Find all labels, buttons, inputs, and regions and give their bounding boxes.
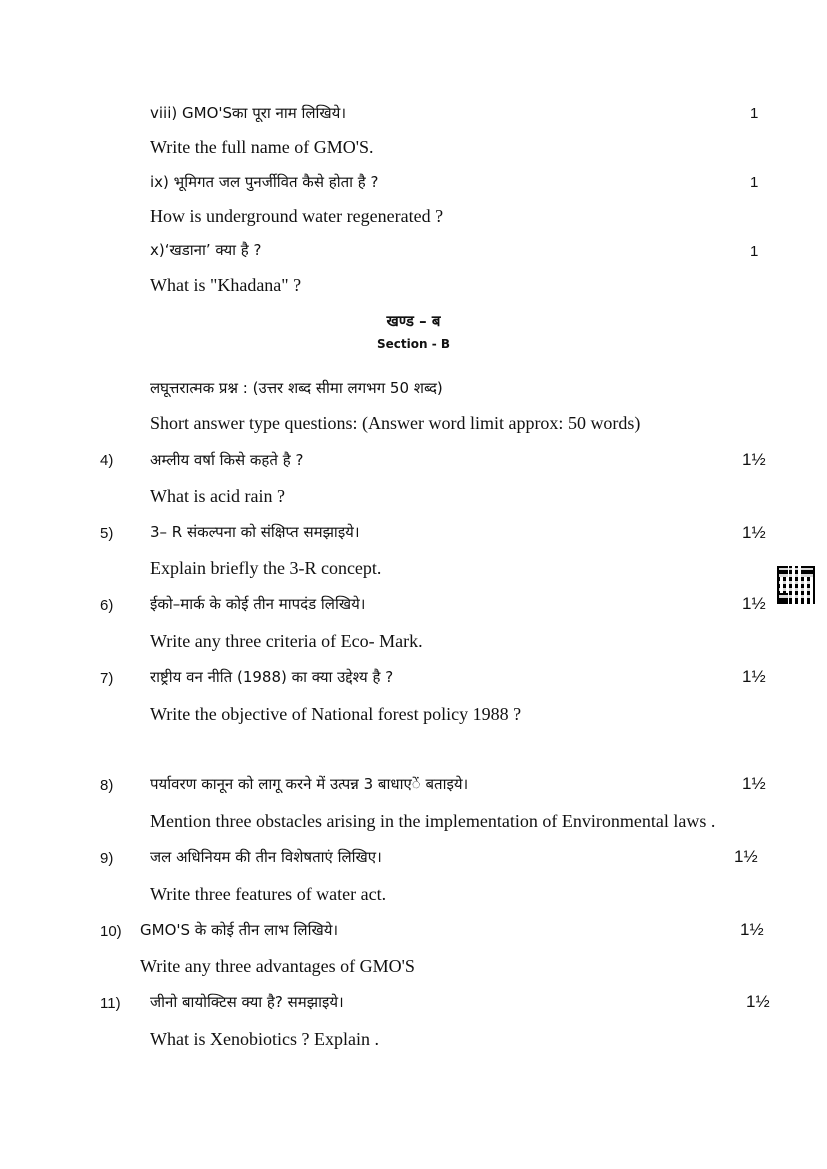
item-x-hindi: x)‘खडाना’ क्या है ? — [150, 241, 262, 259]
question-hindi: ईको–मार्क के कोई तीन मापदंड लिखिये। — [150, 595, 366, 613]
item-ix-hindi: ix) भूमिगत जल पुनर्जीवित कैसे होता है ? — [150, 173, 379, 191]
question-number: 11) — [100, 995, 121, 1012]
section-title-hindi: खण्ड – ब — [386, 312, 441, 330]
question-number: 9) — [100, 850, 114, 867]
question-english: Explain briefly the 3-R concept. — [150, 558, 382, 578]
question-marks: 1½ — [742, 774, 766, 793]
question-marks: 1½ — [742, 523, 766, 542]
section-title-english: Section - B — [376, 337, 450, 351]
question-marks: 1½ — [740, 920, 764, 939]
item-viii-marks: 1 — [750, 105, 759, 122]
question-marks: 1½ — [742, 667, 766, 686]
item-x-marks: 1 — [750, 243, 759, 260]
question-number: 6) — [100, 597, 114, 614]
item-ix-english: How is underground water regenerated ? — [150, 206, 444, 226]
question-marks: 1½ — [734, 847, 758, 866]
question-english: Write three features of water act. — [150, 884, 387, 904]
item-viii-english: Write the full name of GMO'S. — [150, 137, 374, 157]
item-ix-marks: 1 — [750, 174, 759, 191]
instruction-hindi: लघूत्तरात्मक प्रश्न : (उत्तर शब्द सीमा लगभग 50 शब्द) — [150, 379, 443, 397]
question-english: Mention three obstacles arising in the implementation of Environmental laws . — [150, 811, 716, 831]
question-marks: 1½ — [746, 992, 770, 1011]
instruction-english: Short answer type questions: (Answer word limit approx: 50 words) — [150, 413, 641, 433]
question-hindi: GMO'S के कोई तीन लाभ लिखिये। — [140, 921, 339, 939]
question-english: Write any three advantages of GMO'S — [140, 956, 415, 976]
question-number: 7) — [100, 670, 114, 687]
question-marks: 1½ — [742, 594, 766, 613]
question-english: What is Xenobiotics ? Explain . — [150, 1029, 379, 1049]
question-hindi: राष्ट्रीय वन नीति (1988) का क्या उद्देश्य है ? — [150, 668, 394, 686]
question-english: What is acid rain ? — [150, 486, 285, 506]
question-english: Write the objective of National forest policy 1988 ? — [150, 704, 522, 724]
question-number: 10) — [100, 923, 122, 940]
question-number: 5) — [100, 525, 114, 542]
item-viii-hindi: viii) GMO'Sका पूरा नाम लिखिये। — [150, 104, 347, 122]
question-english: Write any three criteria of Eco- Mark. — [150, 631, 423, 651]
question-marks: 1½ — [742, 450, 766, 469]
item-x-english: What is "Khadana" ? — [150, 275, 302, 295]
question-hindi: जल अधिनियम की तीन विशेषताएं लिखिए। — [150, 848, 382, 866]
question-number: 8) — [100, 777, 114, 794]
question-hindi: 3– R संकल्पना को संक्षिप्त समझाइये। — [150, 523, 360, 541]
question-hindi: अम्लीय वर्षा किसे कहते है ? — [150, 451, 304, 469]
qr-code-icon — [777, 566, 815, 604]
question-hindi: पर्यावरण कानून को लागू करने में उत्पन्न 3 बाधाएें बताइये। — [150, 775, 469, 793]
question-number: 4) — [100, 452, 114, 469]
question-hindi: जीनो बायोक्टिस क्या है? समझाइये। — [150, 993, 344, 1011]
